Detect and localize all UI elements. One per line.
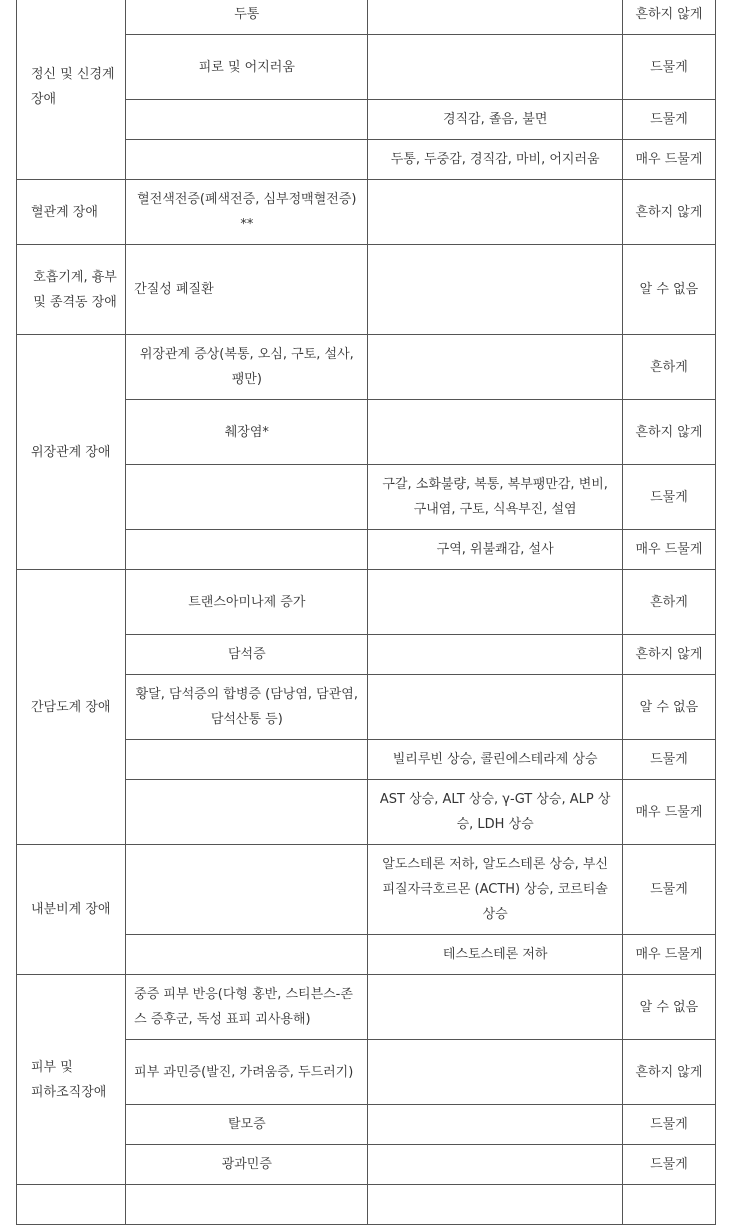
frequency-cell: 흔하지 않게 <box>622 0 715 35</box>
table-row <box>17 335 716 400</box>
system-organ-class-label: 피부 및 <box>31 1059 73 1075</box>
table-row <box>17 1185 716 1225</box>
frequency-cell: 드물게 <box>622 845 715 935</box>
table-row <box>17 845 716 935</box>
common-frequency-cell <box>126 740 368 780</box>
system-organ-class-cell: 내분비계 장애 <box>17 845 126 975</box>
rare-frequency-cell <box>368 35 622 100</box>
frequency-cell: 흔하게 <box>622 570 715 635</box>
frequency-cell: 드물게 <box>622 740 715 780</box>
system-organ-class-cell <box>17 975 126 1185</box>
common-frequency-cell: 광과민증 <box>126 1145 368 1185</box>
common-frequency-cell: 트랜스아미나제 증가 <box>126 570 368 635</box>
frequency-cell: 알 수 없음 <box>622 245 715 335</box>
rare-frequency-cell <box>368 1185 622 1225</box>
rare-frequency-cell: 구갈, 소화불량, 복통, 복부팽만감, 변비, 구내염, 구토, 식욕부진, 설염 <box>368 465 622 530</box>
common-frequency-cell: 담석증 <box>126 635 368 675</box>
frequency-cell: 드물게 <box>622 100 715 140</box>
common-frequency-cell <box>126 845 368 935</box>
frequency-cell: 드물게 <box>622 1105 715 1145</box>
rare-frequency-cell: 구역, 위불쾌감, 설사 <box>368 530 622 570</box>
rare-frequency-cell <box>368 1040 622 1105</box>
common-frequency-cell: 피로 및 어지러움 <box>126 35 368 100</box>
rare-frequency-cell <box>368 1105 622 1145</box>
common-frequency-cell: 혈전색전증(폐색전증, 심부정맥혈전증) ** <box>126 180 368 245</box>
system-organ-class-label: 피하조직장애 <box>31 1084 107 1100</box>
system-organ-class-label: 장애 <box>31 92 57 107</box>
frequency-cell <box>622 1185 715 1225</box>
frequency-cell: 흔하지 않게 <box>622 400 715 465</box>
rare-frequency-cell: 경직감, 졸음, 불면 <box>368 100 622 140</box>
rare-frequency-cell: 두통, 두중감, 경직감, 마비, 어지러움 <box>368 140 622 180</box>
rare-frequency-cell <box>368 0 622 35</box>
system-organ-class-cell <box>17 1185 126 1225</box>
adverse-reactions-table <box>16 0 716 1225</box>
common-frequency-cell: 위장관계 증상(복통, 오심, 구토, 설사, 팽만) <box>126 335 368 400</box>
frequency-cell: 매우 드물게 <box>622 780 715 845</box>
common-frequency-cell <box>126 140 368 180</box>
rare-frequency-cell <box>368 335 622 400</box>
table-row <box>17 975 716 1040</box>
frequency-cell: 매우 드물게 <box>622 140 715 180</box>
system-organ-class-label: 정신 및 신경계 <box>31 67 115 82</box>
system-organ-class-cell <box>17 0 126 180</box>
rare-frequency-cell: 테스토스테론 저하 <box>368 935 622 975</box>
frequency-cell: 드물게 <box>622 35 715 100</box>
rare-frequency-cell <box>368 400 622 465</box>
table-row <box>17 180 716 245</box>
frequency-cell: 매우 드물게 <box>622 935 715 975</box>
system-organ-class-cell: 혈관계 장애 <box>17 180 126 245</box>
table-row <box>17 245 716 335</box>
frequency-cell: 알 수 없음 <box>622 975 715 1040</box>
frequency-cell: 알 수 없음 <box>622 675 715 740</box>
rare-frequency-cell <box>368 180 622 245</box>
common-frequency-cell: 췌장염* <box>126 400 368 465</box>
frequency-cell: 드물게 <box>622 1145 715 1185</box>
rare-frequency-cell <box>368 1145 622 1185</box>
table-row <box>17 570 716 635</box>
common-frequency-cell: 탈모증 <box>126 1105 368 1145</box>
frequency-cell: 흔하게 <box>622 335 715 400</box>
frequency-cell: 흔하지 않게 <box>622 1040 715 1105</box>
frequency-cell: 흔하지 않게 <box>622 635 715 675</box>
rare-frequency-cell <box>368 675 622 740</box>
rare-frequency-cell: 알도스테론 저하, 알도스테론 상승, 부신피질자극호르몬 (ACTH) 상승, 코르티솔 상승 <box>368 845 622 935</box>
common-frequency-cell <box>126 935 368 975</box>
system-organ-class-cell: 위장관계 장애 <box>17 335 126 570</box>
system-organ-class-cell: 호흡기계, 흉부 및 종격동 장애 <box>17 245 126 335</box>
frequency-cell: 매우 드물게 <box>622 530 715 570</box>
common-frequency-cell: 피부 과민증(발진, 가려움증, 두드러기) <box>126 1040 368 1105</box>
common-frequency-cell <box>126 100 368 140</box>
common-frequency-cell: 간질성 폐질환 <box>126 245 368 335</box>
rare-frequency-cell: AST 상승, ALT 상승, γ-GT 상승, ALP 상승, LDH 상승 <box>368 780 622 845</box>
rare-frequency-cell <box>368 245 622 335</box>
common-frequency-cell: 두통 <box>126 0 368 35</box>
rare-frequency-cell <box>368 570 622 635</box>
common-frequency-cell <box>126 530 368 570</box>
common-frequency-cell <box>126 465 368 530</box>
table-row <box>17 0 716 35</box>
rare-frequency-cell <box>368 975 622 1040</box>
rare-frequency-cell: 빌리루빈 상승, 콜린에스테라제 상승 <box>368 740 622 780</box>
frequency-cell: 드물게 <box>622 465 715 530</box>
rare-frequency-cell <box>368 635 622 675</box>
frequency-cell: 흔하지 않게 <box>622 180 715 245</box>
common-frequency-cell <box>126 1185 368 1225</box>
system-organ-class-cell: 간담도계 장애 <box>17 570 126 845</box>
common-frequency-cell <box>126 780 368 845</box>
common-frequency-cell: 중증 피부 반응(다형 홍반, 스티븐스-존스 증후군, 독성 표피 괴사용해) <box>126 975 368 1040</box>
common-frequency-cell: 황달, 담석증의 합병증 (담낭염, 담관염, 담석산통 등) <box>126 675 368 740</box>
